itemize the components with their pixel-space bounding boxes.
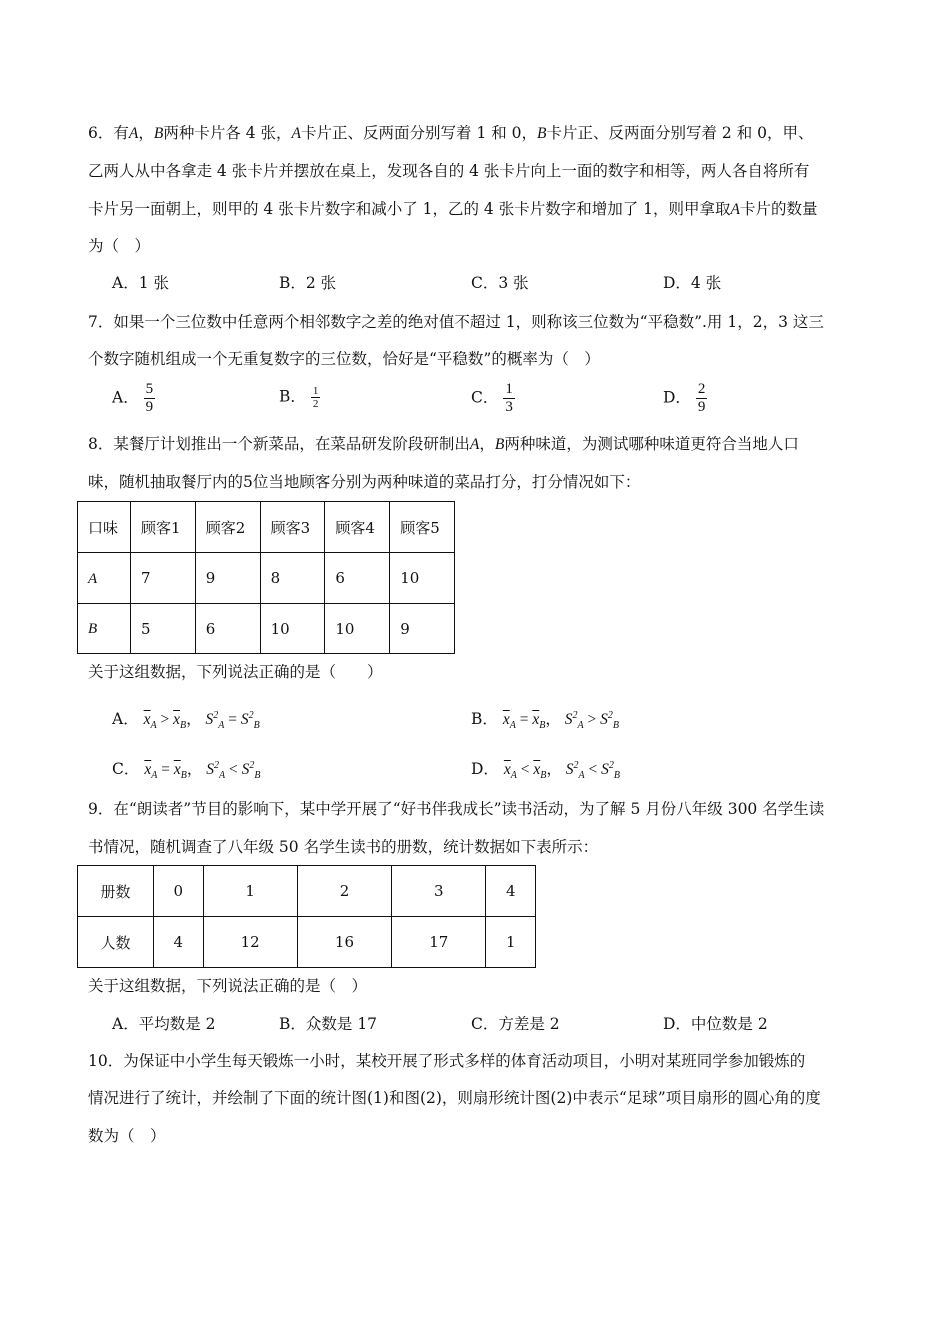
table-header-cell: 口味 [78,502,131,553]
table-cell: 17 [392,917,486,968]
table-cell: 4 [486,866,536,917]
mean-symbol: $\overline{x}$ [143,711,151,729]
q6-var: B [537,125,547,142]
q9-option-a: A．平均数是 2 [112,1015,216,1033]
q8-text: 8．某餐厅计划推出一个新菜品，在菜品研发阶段研制出 [88,435,470,453]
q6-line-1 [88,123,814,144]
q6-var: A [291,125,302,142]
numerator: 5 [145,381,154,397]
variance-symbol: S [205,711,214,729]
operator: < [588,761,598,779]
q6-option-d: D．4 张 [663,274,722,292]
fraction [696,381,708,416]
q8-option-c [112,756,260,786]
superscript: 2 [608,760,614,771]
q8-option-b [471,706,619,736]
table-cell: 10 [390,553,455,604]
table-header-cell: 顾客3 [260,502,325,553]
variance-symbol: S [565,761,574,779]
operator: = [161,761,170,779]
superscript: 2 [607,710,613,721]
table-header-row [78,502,455,553]
q6-line-4: 为（ ） [88,237,151,255]
mean-symbol: $\overline{x}$ [533,761,541,779]
fraction [503,381,515,416]
q6-option-a: A．1 张 [112,274,169,292]
operator: < [228,761,238,779]
table-row [78,604,455,654]
q8-var: B [494,436,505,453]
table-cell: 4 [154,917,204,968]
subscript: A [577,720,584,732]
superscript: 2 [249,760,255,771]
mean-symbol: $\overline{x}$ [173,761,181,779]
option-label: D． [663,388,691,407]
q8-line-1 [88,434,799,455]
table-cell: 5 [131,604,196,654]
denominator: 9 [145,399,154,415]
variance-symbol: S [240,711,249,729]
numerator: 2 [697,381,706,397]
math-expression [143,710,260,732]
option-label: D． [471,760,499,779]
q8-option-a [112,706,260,736]
superscript: 2 [572,710,578,721]
q7-option-b [279,385,320,410]
q6-option-c: C．3 张 [471,274,529,292]
option-label: B． [471,710,498,729]
q6-var: A [730,201,740,218]
q9-line-2: 书情况，随机调查了八年级 50 名学生读书的册数，统计数据如下表所示： [88,838,599,856]
subscript: A [509,720,516,732]
denominator: 3 [505,399,513,415]
q10-line-3: 数为（ ） [88,1127,166,1145]
table-header-cell: 顾客5 [390,502,455,553]
option-label: B． [279,387,306,406]
variance-symbol: S [600,711,608,729]
mean-symbol: $\overline{x}$ [173,711,181,729]
table-cell: 12 [203,917,297,968]
q9-line-1: 9．在“朗读者”节目的影响下，某中学开展了“好书伴我成长”读书活动，为了解 5 月份八年级 300 名学生读 [88,800,825,818]
q9-after-text: 关于这组数据，下列说法正确的是（ ） [88,977,368,995]
q6-text: 卡片的数量 [739,200,818,218]
option-label: C． [471,388,499,407]
table-cell: 1 [203,866,297,917]
subscript: A [218,720,225,732]
row-label: B [88,621,98,637]
q7-line-2: 个数字随机组成一个无重复数字的三位数，恰好是“平稳数”的概率为（ ） [88,350,600,368]
q9-option-b: B．众数是 17 [279,1015,378,1033]
separator: ， [546,761,562,779]
subscript: B [180,770,187,782]
table-cell: 10 [260,604,325,654]
table-cell: 6 [195,604,260,654]
table-cell: 16 [297,917,391,968]
operator: = [519,711,529,729]
q6-var: B [153,125,164,142]
table-cell [78,553,131,604]
variance-symbol: S [241,761,250,779]
option-label: C． [112,760,140,779]
subscript: A [150,720,157,732]
table-cell: 9 [195,553,260,604]
table-header-cell: 人数 [78,917,154,968]
table-cell: 0 [154,866,204,917]
table-cell [78,604,131,654]
operator: < [520,761,530,779]
fraction [311,385,321,410]
q6-text: 6．有 [88,124,129,142]
q6-text: 卡片正、反两面分别写着 2 和 0，甲、 [546,124,814,142]
q9-option-d: D．中位数是 2 [663,1015,768,1033]
q8-var: A [469,436,480,453]
denominator: 9 [697,399,706,415]
q6-text: 卡片另一面朝上，则甲的 4 张卡片数字和减小了 1，乙的 4 张卡片数字和增加了 1，则甲拿取 [88,200,731,218]
denominator: 2 [312,398,319,410]
mean-symbol: $\overline{x}$ [532,711,540,729]
subscript: B [613,770,620,782]
q7-line-1: 7．如果一个三位数中任意两个相邻数字之差的绝对值不超过 1，则称该三位数为“平稳数”.用 1，2，3 这三 [88,313,824,331]
superscript: 2 [248,710,254,721]
table-cell: 1 [486,917,536,968]
operator: > [160,711,170,729]
subscript: B [612,720,619,732]
q8-after-text: 关于这组数据，下列说法正确的是（ ） [88,663,383,681]
math-expression [502,710,619,732]
fraction [144,381,156,416]
subscript: B [540,770,547,782]
numerator: 1 [505,381,513,397]
taste-score-table [77,501,455,654]
variance-symbol: S [206,761,214,779]
variance-symbol: S [564,711,573,729]
table-header-cell: 顾客2 [195,502,260,553]
q6-text: 两种卡片各 4 张， [163,124,292,142]
superscript: 2 [573,760,579,771]
table-cell: 7 [131,553,196,604]
table-cell: 10 [325,604,390,654]
operator: = [228,711,238,729]
option-label: A． [112,388,139,407]
q6-text: 卡片正、反两面分别写着 1 和 0， [301,124,538,142]
row-label: A [88,570,98,587]
subscript: A [151,770,158,782]
mean-symbol: $\overline{x}$ [503,761,511,779]
table-cell: 9 [390,604,455,654]
subscript: A [578,770,585,782]
q6-option-b: B．2 张 [279,274,337,292]
table-cell: 3 [392,866,486,917]
mean-symbol: $\overline{x}$ [502,711,510,729]
subscript: B [253,720,260,732]
subscript: B [180,720,187,732]
mean-symbol: $\overline{x}$ [144,761,152,779]
q10-line-1: 10．为保证中小学生每天锻炼一小时，某校开展了形式多样的体育活动项目，小明对某班同学参加锻炼的 [88,1052,806,1070]
q6-var: A [128,125,139,142]
table-header-cell: 顾客1 [131,502,196,553]
table-row [78,917,536,968]
table-row [78,553,455,604]
table-cell: 6 [325,553,390,604]
q6-line-2: 乙两人从中各拿走 4 张卡片并摆放在桌上，发现各自的 4 张卡片向上一面的数字和相等，两人各自将所有 [88,162,810,180]
option-label: A． [112,710,139,729]
q8-line-2: 味，随机抽取餐厅内的5位当地顾客分别为两种味道的菜品打分，打分情况如下： [88,473,641,491]
q7-option-d [663,381,707,416]
superscript: 2 [213,710,219,721]
numerator: 1 [312,385,319,397]
subscript: A [218,770,226,782]
table-header-cell: 册数 [78,866,154,917]
q7-option-a [112,381,155,416]
superscript: 2 [213,760,219,771]
table-cell: 2 [297,866,391,917]
subscript: B [539,720,546,732]
q8-text: ， [479,435,495,453]
subscript: B [254,770,261,782]
q8-option-d [471,756,620,786]
separator: ， [186,761,203,779]
table-row [78,866,536,917]
separator: ， [545,711,561,729]
operator: > [587,711,597,729]
reading-count-table [77,865,536,968]
math-expression [144,760,261,782]
q6-text: ， [138,124,154,142]
q10-line-2: 情况进行了统计，并绘制了下面的统计图(1)和图(2)，则扇形统计图(2)中表示“足球”项目扇形的圆心角的度 [88,1089,821,1107]
q9-option-c: C．方差是 2 [471,1015,560,1033]
math-expression [503,760,620,782]
subscript: A [510,770,517,782]
table-cell: 8 [260,553,325,604]
q6-line-3 [88,199,818,220]
q7-option-c [471,381,515,416]
q8-text: 两种味道，为测试哪种味道更符合当地人口 [504,435,799,453]
separator: ， [186,711,202,729]
variance-symbol: S [601,761,609,779]
table-header-cell: 顾客4 [325,502,390,553]
